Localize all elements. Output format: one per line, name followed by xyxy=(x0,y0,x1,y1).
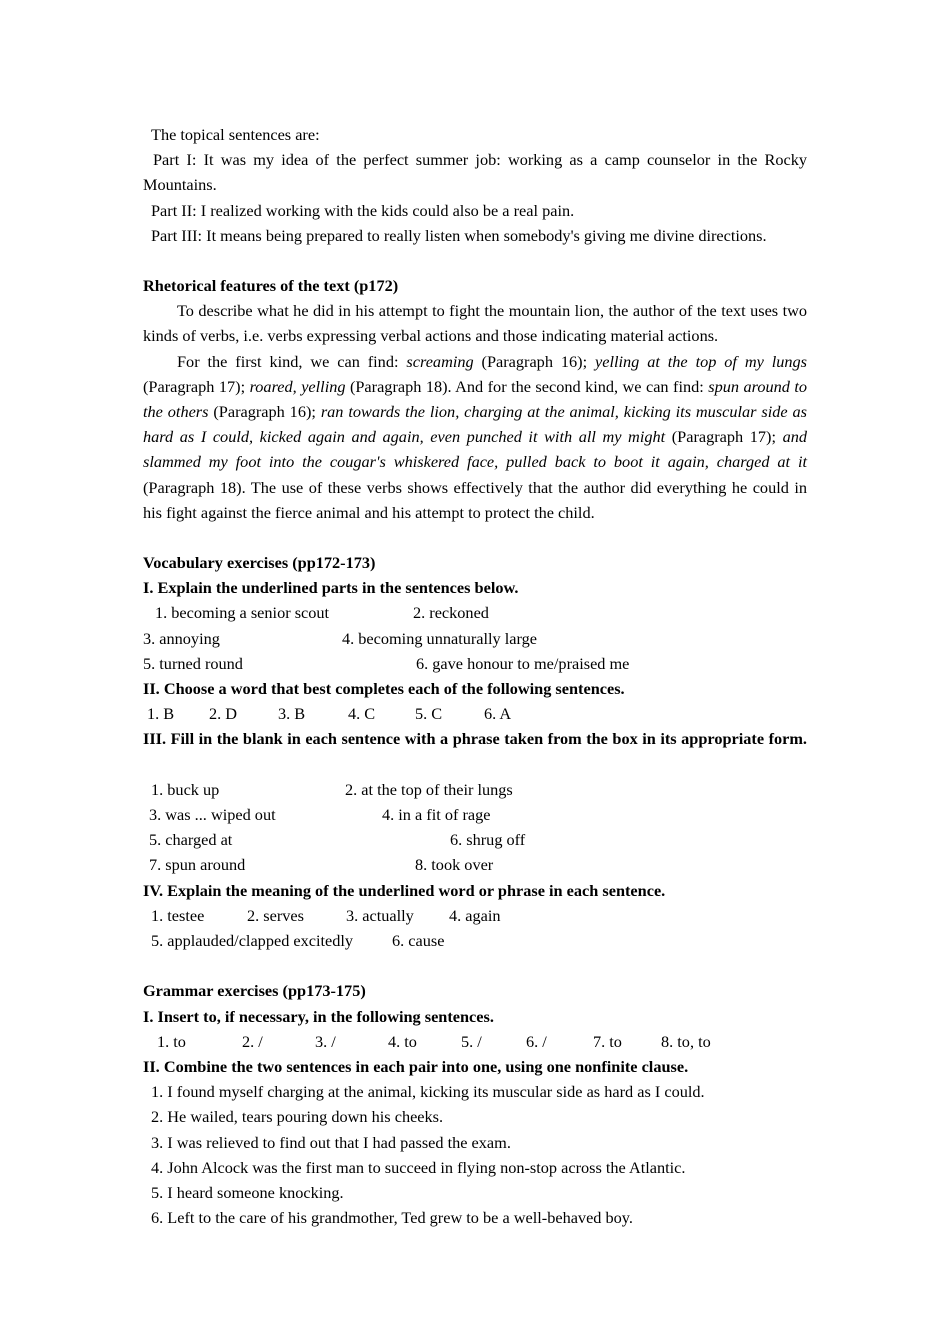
body-text: (Paragraph 18). And for the second kind, we can find: xyxy=(345,376,709,396)
grammar-exercise-1-answers xyxy=(143,1029,807,1054)
vocabulary-exercise-2-heading: II. Choose a word that best completes each of the following sentences. xyxy=(143,679,625,699)
answer-row xyxy=(143,903,807,928)
answer-item: 1. to xyxy=(157,1031,186,1051)
answer-item: 5. charged at xyxy=(149,830,233,850)
topical-intro: The topical sentences are: xyxy=(151,125,320,144)
body-text: (Paragraph 18). The use of these verbs shows effectively that the author did everything he could in his fight against the fierce animal and his attempt to protect the child. xyxy=(143,477,807,522)
answer-sentence: 2. He wailed, tears pouring down his cheeks. xyxy=(151,1107,444,1127)
answer-item: 5. applauded/clapped excitedly xyxy=(151,931,354,951)
topical-part-2: Part II: I realized working with the kids could also be a real pain. xyxy=(151,200,575,220)
answer-item: 3. B xyxy=(278,704,306,724)
answer-item: 1. becoming a senior scout xyxy=(155,603,330,623)
answer-row xyxy=(143,928,807,953)
answer-item: 6. / xyxy=(526,1031,547,1051)
answer-row xyxy=(143,852,807,877)
vocabulary-exercise-3-answers xyxy=(143,777,807,878)
answer-item: 6. gave honour to me/praised me xyxy=(416,653,630,673)
vocabulary-exercise-2-answers xyxy=(143,701,807,726)
answer-item: 2. D xyxy=(209,704,238,724)
answer-row xyxy=(143,802,807,827)
answer-sentence: 4. John Alcock was the first man to succeed in flying non-stop across the Atlantic. xyxy=(151,1157,686,1177)
quoted-phrase: and slammed my foot into the cougar's whiskered face, pulled back to boot it again, charged at it xyxy=(143,427,808,472)
answer-item: 4. again xyxy=(449,905,501,925)
body-text: (Paragraph 17); xyxy=(665,427,783,447)
vocabulary-exercise-1-answers xyxy=(143,600,807,676)
answer-item: 1. B xyxy=(147,704,175,724)
quoted-phrase: spun around to the others xyxy=(143,376,807,422)
answer-sentence: 3. I was relieved to find out that I had passed the exam. xyxy=(151,1132,511,1152)
answer-row xyxy=(143,651,807,676)
answer-row xyxy=(143,626,807,651)
answer-item: 2. reckoned xyxy=(413,603,489,623)
answer-sentence: 6. Left to the care of his grandmother, Ted grew to be a well-behaved boy. xyxy=(151,1208,633,1228)
vocabulary-exercise-1-heading: I. Explain the underlined parts in the sentences below. xyxy=(143,578,519,598)
body-text: (Paragraph 16); xyxy=(208,402,321,422)
answer-item: 1. buck up xyxy=(151,779,220,799)
answer-item: 8. took over xyxy=(415,855,494,875)
answer-item: 5. turned round xyxy=(143,653,243,673)
grammar-exercise-2-answers xyxy=(143,1079,807,1230)
answer-item: 3. annoying xyxy=(143,628,220,648)
vocabulary-exercise-4-heading: IV. Explain the meaning of the underlined word or phrase in each sentence. xyxy=(143,880,666,900)
answer-item: 7. to xyxy=(593,1031,622,1051)
body-text: For the first kind, we can find: xyxy=(177,351,407,371)
answer-item: 1. testee xyxy=(151,905,205,925)
answer-item: 3. actually xyxy=(346,905,414,925)
rhetorical-heading: Rhetorical features of the text (p172) xyxy=(143,276,399,296)
answer-item: 4. in a fit of rage xyxy=(382,805,491,825)
answer-row xyxy=(143,827,807,852)
answer-item: 2. at the top of their lungs xyxy=(345,779,513,799)
vocabulary-exercise-4-answers xyxy=(143,903,807,953)
rhetorical-paragraph-1: To describe what he did in his attempt to fight the mountain lion, the author of the text uses two kinds of verbs, i.e. verbs expressing verbal actions and those indicating material actions. xyxy=(143,301,807,346)
answer-item: 3. was ... wiped out xyxy=(149,805,276,825)
quoted-phrase: roared, yelling xyxy=(249,376,346,396)
vocabulary-heading: Vocabulary exercises (pp172-173) xyxy=(143,553,376,573)
answer-row xyxy=(143,777,807,802)
answer-item: 2. / xyxy=(242,1031,263,1051)
grammar-exercise-1-heading: I. Insert to, if necessary, in the following sentences. xyxy=(143,1006,494,1026)
answer-sentence: 5. I heard someone knocking. xyxy=(151,1182,344,1202)
answer-item: 8. to, to xyxy=(661,1031,711,1051)
answer-sentence: 1. I found myself charging at the animal, kicking its muscular side as hard as I could. xyxy=(151,1082,705,1102)
topical-part-1: Part I: It was my idea of the perfect summer job: working as a camp counselor in the Rocky Mountains. xyxy=(143,150,807,195)
quoted-phrase: yelling at the top of my lungs xyxy=(595,351,808,371)
answer-item: 5. C xyxy=(415,704,443,724)
answer-item: 6. shrug off xyxy=(450,830,526,850)
topical-part-3: Part III: It means being prepared to really listen when somebody's giving me divine directions. xyxy=(151,225,767,245)
grammar-heading: Grammar exercises (pp173-175) xyxy=(143,981,366,1001)
answer-row xyxy=(143,600,807,625)
grammar-exercise-2-heading: II. Combine the two sentences in each pair into one, using one nonfinite clause. xyxy=(143,1056,689,1076)
answer-item: 4. to xyxy=(388,1031,417,1051)
quoted-phrase: ran towards the lion, charging at the animal, kicking its muscular side as hard as I could, kicked again and again, even punched it with all my might xyxy=(143,402,807,447)
answer-row xyxy=(143,701,807,726)
quoted-phrase: screaming xyxy=(406,351,474,371)
answer-item: 6. cause xyxy=(392,931,445,951)
answer-item: 4. C xyxy=(348,704,376,724)
document-body xyxy=(143,122,807,1230)
answer-item: 7. spun around xyxy=(149,855,246,875)
answer-item: 4. becoming unnaturally large xyxy=(342,628,538,648)
body-text: (Paragraph 17); xyxy=(143,376,250,396)
section-spacer xyxy=(143,248,807,273)
answer-item: 5. / xyxy=(461,1031,482,1051)
rhetorical-paragraph-2 xyxy=(143,349,807,525)
answer-item: 2. serves xyxy=(247,905,304,925)
body-text: (Paragraph 16); xyxy=(473,351,595,371)
answer-item: 3. / xyxy=(315,1031,336,1051)
section-spacer xyxy=(143,953,807,978)
vocabulary-exercise-3-heading: III. Fill in the blank in each sentence with a phrase taken from the box in its appropriate form. xyxy=(143,729,807,749)
answer-row xyxy=(143,1029,807,1054)
section-spacer xyxy=(143,525,807,550)
answer-item: 6. A xyxy=(484,704,512,724)
